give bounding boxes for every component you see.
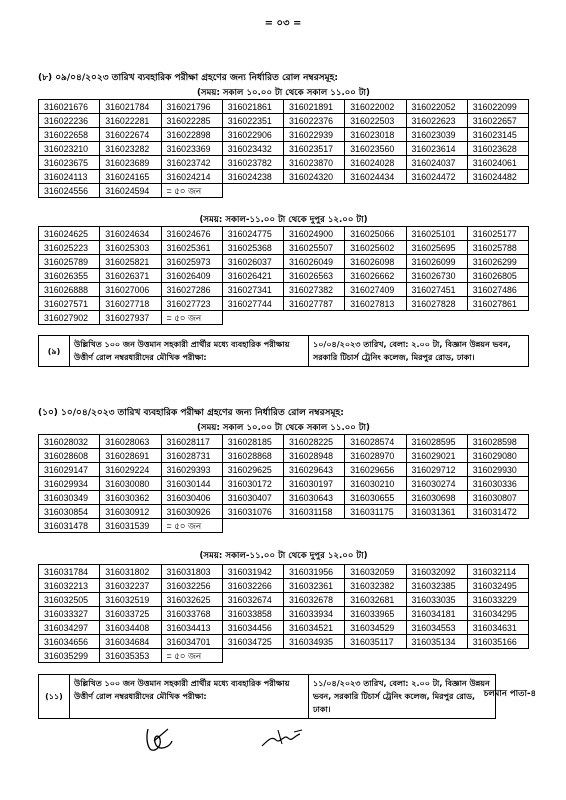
roll-number-cell: 316024775: [222, 227, 283, 241]
roll-number-cell: 316022099: [467, 100, 528, 114]
table-row: [39, 114, 529, 128]
roll-number-cell: 316026037: [222, 255, 283, 269]
roll-number-cell: 316022376: [284, 114, 345, 128]
roll-number-cell: 316034521: [284, 621, 345, 635]
roll-number-cell: 316025361: [161, 241, 222, 255]
roll-number-cell: 316028032: [39, 435, 100, 449]
roll-number-cell: 316032092: [406, 565, 467, 579]
table-row: [39, 491, 529, 505]
roll-number-cell: 316035166: [467, 635, 528, 649]
roll-number-cell: [406, 311, 467, 325]
roll-number-cell: 316024625: [39, 227, 100, 241]
roll-number-cell: 316025101: [406, 227, 467, 241]
roll-number-cell: 316030210: [345, 477, 406, 491]
roll-number-cell: 316030807: [467, 491, 528, 505]
roll-number-cell: 316035134: [406, 635, 467, 649]
roll-number-cell: 316025066: [345, 227, 406, 241]
roll-number-cell: 316028574: [345, 435, 406, 449]
roll-number-cell: 316024028: [345, 156, 406, 170]
roll-number-cell: 316027718: [100, 297, 161, 311]
roll-number-cell: 316026888: [39, 283, 100, 297]
roll-number-cell: 316030144: [161, 477, 222, 491]
roll-number-cell: 316026421: [222, 269, 283, 283]
roll-number-cell: 316034631: [467, 621, 528, 635]
roll-number-cell: 316030080: [100, 477, 161, 491]
total-count: = ৫০ জন: [161, 311, 222, 325]
roll-number-cell: 316035117: [345, 635, 406, 649]
roll-number-cell: [222, 519, 283, 533]
roll-number-cell: 316034684: [100, 635, 161, 649]
roll-number-cell: 316034701: [161, 635, 222, 649]
roll-number-cell: 316027813: [345, 297, 406, 311]
roll-number-table: [38, 226, 529, 325]
roll-number-cell: 316024434: [345, 170, 406, 184]
exam-description: উল্লিখিত ১০০ জন উত্তমান সহকারী প্রার্থীর মধ্যে ব্যবহারিক পরীক্ষায় উত্তীর্ণ রোল নম্বরধারীদের মৌখিক পরীক্ষা:: [70, 336, 309, 367]
table-row: [39, 297, 529, 311]
roll-number-cell: [345, 519, 406, 533]
roll-number-cell: 316022674: [100, 128, 161, 142]
table-row: [39, 255, 529, 269]
roll-number-cell: 316026563: [284, 269, 345, 283]
roll-number-cell: 316029643: [284, 463, 345, 477]
table-row: [39, 269, 529, 283]
roll-number-cell: 316023870: [284, 156, 345, 170]
roll-number-cell: [406, 649, 467, 663]
roll-number-cell: 316026099: [406, 255, 467, 269]
roll-number-cell: 316035353: [100, 649, 161, 663]
roll-number-cell: 316029625: [222, 463, 283, 477]
roll-number-cell: 316028063: [100, 435, 161, 449]
roll-number-cell: 316026371: [100, 269, 161, 283]
roll-number-cell: 316028595: [406, 435, 467, 449]
viva-exam-box: [38, 674, 496, 719]
roll-number-cell: 316023560: [345, 142, 406, 156]
roll-number-cell: 316023782: [222, 156, 283, 170]
roll-number-cell: 316023742: [161, 156, 222, 170]
table-row: [39, 100, 529, 114]
roll-number-cell: 316034413: [161, 621, 222, 635]
time-slot-heading: (সময়: সকাল ১০.০০ টা থেকে সকাল ১১.০০ টা): [197, 88, 370, 98]
roll-number-cell: 316031158: [284, 505, 345, 519]
roll-number-cell: 316028691: [100, 449, 161, 463]
roll-number-cell: 316027006: [100, 283, 161, 297]
total-count: = ৫০ জন: [161, 184, 222, 198]
roll-number-cell: 316023675: [39, 156, 100, 170]
viva-exam-table: [38, 674, 496, 719]
roll-number-cell: 316029930: [467, 463, 528, 477]
roll-number-cell: 316021891: [284, 100, 345, 114]
table-row: [39, 170, 529, 184]
roll-number-cell: 316024238: [222, 170, 283, 184]
roll-number-cell: 316032059: [345, 565, 406, 579]
section-heading: (৮) ০৯/০৪/২০২৩ তারিখ ব্যবহারিক পরীক্ষা গ্রহণের জন্য নির্ধারিত রোল নম্বরসমূহ:: [38, 73, 338, 83]
roll-number-table: [38, 99, 529, 198]
roll-number-cell: 316030854: [39, 505, 100, 519]
roll-number-cell: 316033327: [39, 607, 100, 621]
table-row: [39, 649, 529, 663]
viva-exam-table: [38, 335, 529, 367]
roll-number-cell: 316027486: [467, 283, 528, 297]
roll-number-cell: 316030698: [406, 491, 467, 505]
roll-number-cell: 316027341: [222, 283, 283, 297]
roll-number-cell: [467, 519, 528, 533]
table-row: [39, 449, 529, 463]
roll-number-cell: 316027723: [161, 297, 222, 311]
roll-number-cell: 316023282: [100, 142, 161, 156]
roll-number-cell: 316034295: [467, 607, 528, 621]
roll-number-cell: 316029224: [100, 463, 161, 477]
roll-number-cell: 316028868: [222, 449, 283, 463]
table-row: [39, 156, 529, 170]
table-row: [39, 128, 529, 142]
roll-number-cell: 316027828: [406, 297, 467, 311]
time-slot-heading: (সময়: সকাল-১১.০০ টা থেকে দুপুর ১২.০০ টা): [199, 215, 368, 225]
table-row: [39, 142, 529, 156]
roll-number-cell: 316027787: [284, 297, 345, 311]
table-row: [39, 621, 529, 635]
roll-number-cell: 316028598: [467, 435, 528, 449]
roll-number-cell: 316024061: [467, 156, 528, 170]
roll-number-cell: 316027744: [222, 297, 283, 311]
roll-number-cell: 316024113: [39, 170, 100, 184]
roll-table: [38, 431, 529, 533]
roll-number-cell: 316032505: [39, 593, 100, 607]
roll-number-cell: 316029712: [406, 463, 467, 477]
roll-number-cell: 316025507: [284, 241, 345, 255]
roll-number-table: [38, 434, 529, 533]
roll-number-cell: 316033035: [406, 593, 467, 607]
roll-number-cell: 316032382: [345, 579, 406, 593]
roll-number-cell: 316031784: [39, 565, 100, 579]
viva-exam-box: [38, 335, 529, 367]
roll-number-cell: 316031956: [284, 565, 345, 579]
time-slot-heading: (সময়: সকাল ১০.০০ টা থেকে সকাল ১১.০০ টা): [197, 423, 370, 433]
roll-table: [38, 96, 529, 198]
roll-number-cell: 316022236: [39, 114, 100, 128]
roll-number-cell: 316032385: [406, 579, 467, 593]
roll-number-cell: [222, 184, 283, 198]
roll-number-cell: [345, 649, 406, 663]
roll-number-cell: [284, 649, 345, 663]
table-row: [39, 463, 529, 477]
roll-number-cell: 316024320: [284, 170, 345, 184]
roll-number-cell: 316021676: [39, 100, 100, 114]
roll-number-cell: 316024214: [161, 170, 222, 184]
roll-number-cell: 316031802: [100, 565, 161, 579]
roll-number-cell: 316025368: [222, 241, 283, 255]
roll-number-cell: 316023689: [100, 156, 161, 170]
roll-number-cell: 316024594: [100, 184, 161, 198]
item-number: (১১): [39, 675, 70, 719]
roll-number-cell: 316034408: [100, 621, 161, 635]
table-row: [39, 593, 529, 607]
roll-number-cell: 316026805: [467, 269, 528, 283]
roll-number-cell: 316027409: [345, 283, 406, 297]
roll-number-cell: 316026409: [161, 269, 222, 283]
roll-number-cell: 316024634: [100, 227, 161, 241]
roll-number-cell: 316025789: [39, 255, 100, 269]
roll-number-cell: 316027571: [39, 297, 100, 311]
roll-number-cell: 316032495: [467, 579, 528, 593]
roll-number-cell: 316026662: [345, 269, 406, 283]
roll-number-cell: [284, 184, 345, 198]
roll-number-cell: 316026355: [39, 269, 100, 283]
roll-number-cell: 316030362: [100, 491, 161, 505]
roll-number-cell: 316022898: [161, 128, 222, 142]
roll-number-cell: 316022351: [222, 114, 283, 128]
roll-number-cell: 316023628: [467, 142, 528, 156]
roll-number-cell: 316031803: [161, 565, 222, 579]
time-slot-heading: (সময়: সকাল-১১.০০ টা থেকে দুপুর ১২.০০ টা): [199, 551, 368, 561]
roll-number-cell: 316021784: [100, 100, 161, 114]
roll-number-cell: 316028608: [39, 449, 100, 463]
table-row: [39, 435, 529, 449]
roll-number-cell: 316034456: [222, 621, 283, 635]
roll-number-cell: 316025973: [161, 255, 222, 269]
roll-number-cell: 316031478: [39, 519, 100, 533]
roll-number-cell: 316027937: [100, 311, 161, 325]
table-row: [39, 565, 529, 579]
signature-right: [258, 726, 312, 752]
table-row: [39, 607, 529, 621]
roll-number-cell: 316032114: [467, 565, 528, 579]
table-row: [39, 505, 529, 519]
roll-number-cell: 316024037: [406, 156, 467, 170]
table-row: [39, 311, 529, 325]
roll-number-cell: 316029656: [345, 463, 406, 477]
roll-number-cell: 316034656: [39, 635, 100, 649]
roll-number-cell: 316022002: [345, 100, 406, 114]
roll-number-cell: 316029393: [161, 463, 222, 477]
roll-number-cell: 316033725: [100, 607, 161, 621]
roll-number-cell: 316027382: [284, 283, 345, 297]
roll-number-cell: 316025223: [39, 241, 100, 255]
total-count: = ৫০ জন: [161, 649, 222, 663]
roll-number-cell: 316032237: [100, 579, 161, 593]
roll-number-cell: 316032678: [284, 593, 345, 607]
roll-number-cell: 316023432: [222, 142, 283, 156]
total-count: = ৫০ জন: [161, 519, 222, 533]
roll-number-cell: 316025788: [467, 241, 528, 255]
roll-number-cell: 316030926: [161, 505, 222, 519]
roll-number-cell: 316030655: [345, 491, 406, 505]
table-row: [39, 227, 529, 241]
roll-number-cell: 316032213: [39, 579, 100, 593]
roll-number-cell: 316022906: [222, 128, 283, 142]
table-row: [39, 579, 529, 593]
roll-number-cell: 316030406: [161, 491, 222, 505]
roll-number-cell: 316029147: [39, 463, 100, 477]
roll-number-cell: [467, 649, 528, 663]
roll-number-cell: 316025602: [345, 241, 406, 255]
roll-number-cell: 316033768: [161, 607, 222, 621]
roll-number-cell: 316029080: [467, 449, 528, 463]
exam-description: উল্লিখিত ১০০ জন উত্তমান সহকারী প্রার্থীর মধ্যে ব্যবহারিক পরীক্ষায় উত্তীর্ণ রোল নম্বরধারীদের মৌখিক পরীক্ষা:: [70, 675, 309, 719]
roll-number-cell: 316025303: [100, 241, 161, 255]
roll-number-cell: [284, 519, 345, 533]
roll-table: [38, 561, 529, 663]
roll-number-cell: 316024165: [100, 170, 161, 184]
roll-number-cell: 316034529: [345, 621, 406, 635]
roll-number-cell: 316031076: [222, 505, 283, 519]
roll-number-cell: 316030407: [222, 491, 283, 505]
roll-number-cell: 316028185: [222, 435, 283, 449]
roll-number-cell: 316035299: [39, 649, 100, 663]
roll-number-cell: 316022503: [345, 114, 406, 128]
roll-number-cell: 316029934: [39, 477, 100, 491]
roll-number-cell: 316027451: [406, 283, 467, 297]
roll-number-cell: 316030172: [222, 477, 283, 491]
exam-details: ১১/০৪/২০২৩ তারিখ, বেলা: ২.০০ টা, বিজ্ঞান উন্নয়ন ভবন, সরকারি টিচার্স ট্রেনিং কলেজ, মিরপুর রোড, ঢাকা।: [309, 675, 496, 719]
table-row: [39, 241, 529, 255]
roll-number-cell: [467, 311, 528, 325]
roll-number-cell: 316033229: [467, 593, 528, 607]
roll-number-cell: 316033934: [284, 607, 345, 621]
roll-number-cell: 316023369: [161, 142, 222, 156]
roll-number-cell: 316026049: [284, 255, 345, 269]
roll-number-cell: 316030912: [100, 505, 161, 519]
roll-number-cell: 316032266: [222, 579, 283, 593]
roll-number-cell: 316034297: [39, 621, 100, 635]
roll-number-table: [38, 564, 529, 663]
roll-number-cell: 316023039: [406, 128, 467, 142]
roll-number-cell: [467, 184, 528, 198]
roll-number-cell: 316029021: [406, 449, 467, 463]
roll-number-cell: 316026098: [345, 255, 406, 269]
roll-number-cell: 316028731: [161, 449, 222, 463]
roll-number-cell: 316024472: [406, 170, 467, 184]
table-row: [39, 477, 529, 491]
roll-number-cell: 316030349: [39, 491, 100, 505]
roll-number-cell: 316027902: [39, 311, 100, 325]
roll-number-cell: 316031472: [467, 505, 528, 519]
roll-number-cell: 316028225: [284, 435, 345, 449]
table-row: [39, 519, 529, 533]
roll-number-cell: 316028970: [345, 449, 406, 463]
roll-number-cell: 316032519: [100, 593, 161, 607]
roll-number-cell: 316024556: [39, 184, 100, 198]
roll-number-cell: 316027861: [467, 297, 528, 311]
table-row: [39, 184, 529, 198]
roll-number-cell: 316022052: [406, 100, 467, 114]
roll-number-cell: [406, 184, 467, 198]
roll-number-cell: 316025695: [406, 241, 467, 255]
exam-details: ১০/০৪/২০২৩ তারিখ, বেলা: ২.০০ টা, বিজ্ঞান উন্নয়ন ভবন, সরকারি টিচার্স ট্রেনিং কলেজ, মিরপুর রোড, ঢাকা।: [309, 336, 529, 367]
roll-number-cell: 316034181: [406, 607, 467, 621]
roll-number-cell: [284, 311, 345, 325]
roll-number-cell: 316034935: [284, 635, 345, 649]
roll-number-cell: 316031539: [100, 519, 161, 533]
roll-table: [38, 223, 529, 325]
roll-number-cell: 316024482: [467, 170, 528, 184]
roll-number-cell: 316030336: [467, 477, 528, 491]
roll-number-cell: 316026299: [467, 255, 528, 269]
roll-number-cell: 316030643: [284, 491, 345, 505]
roll-number-cell: 316023517: [284, 142, 345, 156]
roll-number-cell: 316031942: [222, 565, 283, 579]
continued-page-note: চলমান পাতা-৪: [483, 689, 536, 699]
item-number: (৯): [39, 336, 70, 367]
table-row: [39, 283, 529, 297]
roll-number-cell: 316034725: [222, 635, 283, 649]
roll-number-cell: 316032681: [345, 593, 406, 607]
roll-number-cell: 316022623: [406, 114, 467, 128]
roll-number-cell: [345, 184, 406, 198]
roll-number-cell: 316034553: [406, 621, 467, 635]
roll-number-cell: 316032674: [222, 593, 283, 607]
roll-number-cell: 316025177: [467, 227, 528, 241]
roll-number-cell: 316030197: [284, 477, 345, 491]
roll-number-cell: 316022281: [100, 114, 161, 128]
roll-number-cell: 316024900: [284, 227, 345, 241]
roll-number-cell: 316024676: [161, 227, 222, 241]
roll-number-cell: 316022658: [39, 128, 100, 142]
roll-number-cell: [345, 311, 406, 325]
roll-number-cell: 316032256: [161, 579, 222, 593]
roll-number-cell: 316030274: [406, 477, 467, 491]
roll-number-cell: 316028117: [161, 435, 222, 449]
roll-number-cell: 316025821: [100, 255, 161, 269]
roll-number-cell: 316033965: [345, 607, 406, 621]
roll-number-cell: 316026730: [406, 269, 467, 283]
roll-number-cell: 316023145: [467, 128, 528, 142]
roll-number-cell: 316032361: [284, 579, 345, 593]
roll-number-cell: 316021861: [222, 100, 283, 114]
roll-number-cell: [222, 649, 283, 663]
roll-number-cell: 316022285: [161, 114, 222, 128]
roll-number-cell: 316031361: [406, 505, 467, 519]
roll-number-cell: 316023614: [406, 142, 467, 156]
roll-number-cell: 316031175: [345, 505, 406, 519]
page-number: = ০৩ =: [264, 18, 302, 29]
roll-number-cell: 316027286: [161, 283, 222, 297]
section-heading: (১০) ১০/০৪/২০২৩ তারিখ ব্যবহারিক পরীক্ষা গ্রহণের জন্য নির্ধারিত রোল নম্বরসমূহ:: [38, 408, 344, 418]
roll-number-cell: [406, 519, 467, 533]
signature-left: [140, 723, 180, 755]
roll-number-cell: 316033858: [222, 607, 283, 621]
roll-number-cell: 316023210: [39, 142, 100, 156]
table-row: [39, 635, 529, 649]
roll-number-cell: 316032625: [161, 593, 222, 607]
roll-number-cell: 316022657: [467, 114, 528, 128]
roll-number-cell: 316022939: [284, 128, 345, 142]
roll-number-cell: 316021796: [161, 100, 222, 114]
roll-number-cell: 316023018: [345, 128, 406, 142]
roll-number-cell: [222, 311, 283, 325]
roll-number-cell: 316028948: [284, 449, 345, 463]
